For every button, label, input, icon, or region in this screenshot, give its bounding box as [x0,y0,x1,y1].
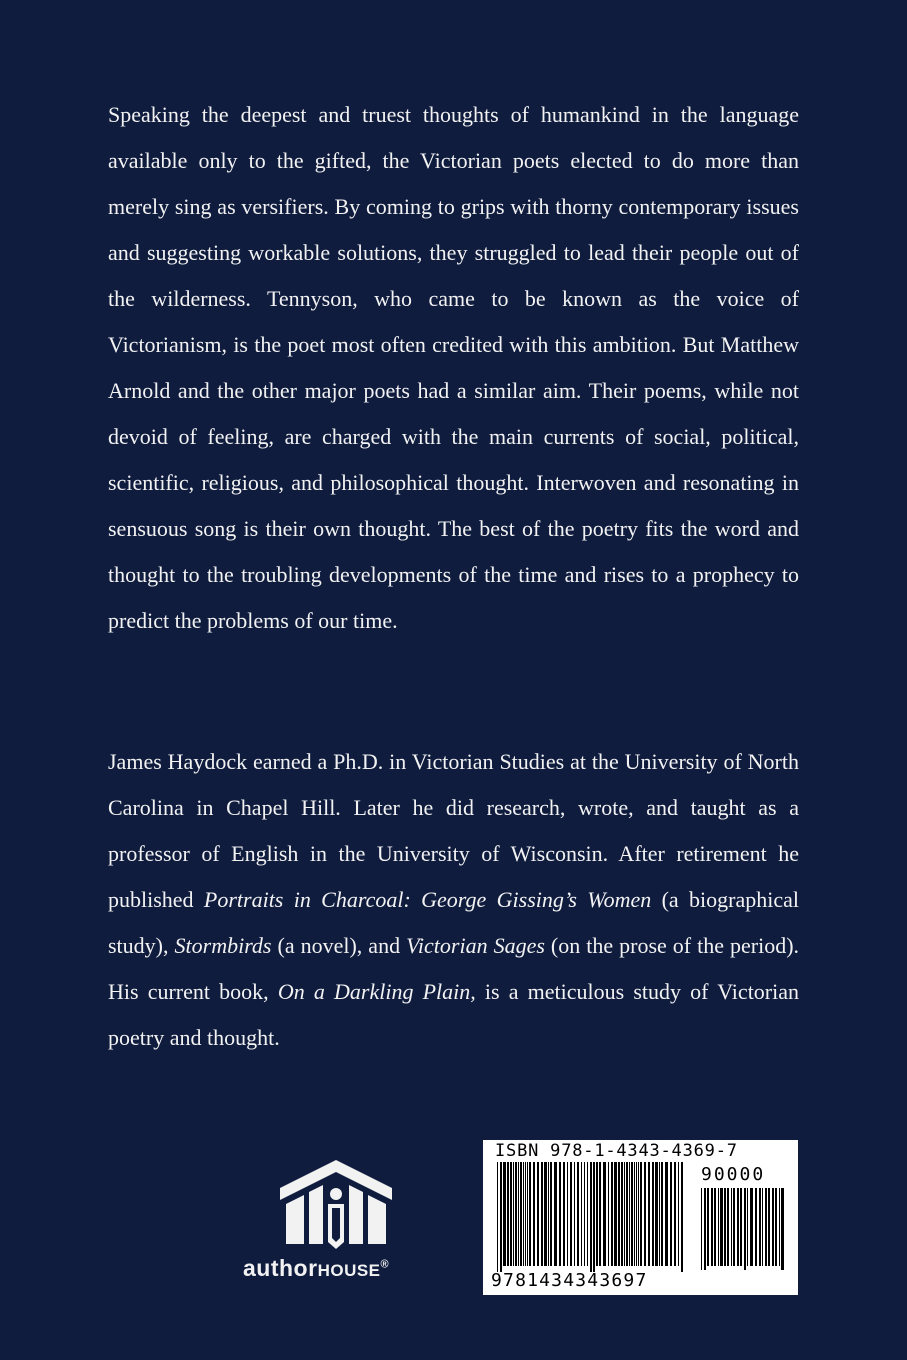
barcode-bar [520,1162,522,1266]
barcode-bar [652,1162,654,1266]
barcode-bar [567,1162,568,1266]
barcode-bar [655,1162,658,1266]
back-cover-blurb: Speaking the deepest and truest thoughts of humankind in the language available only to the gifted, the Victorian poets elected to do more than merely sing as versifiers. By coming to grips with thorny contemporary issues and suggesting workable solutions, they struggled to lead their people out of the wilderness. Tennyson, who came to be known as the voice of Victorianism, is the poet most often credited with this ambition. But Matthew Arnold and the other major poets had a similar aim. Their poems, while not devoid of feeling, are charged with the main currents of social, political, scientific, religious, and philosophical thought. Interwoven and resonating in sensuous song is their own thought. The best of the poetry fits the word and thought to the troubling developments of the time and rises to a prophecy to predict the problems of our time. [108,102,799,633]
barcode-bar [541,1162,543,1266]
barcode-bar [759,1188,761,1266]
book-title: Victorian Sages [406,933,545,958]
ean13-bars [497,1162,687,1272]
barcode-bar [584,1162,585,1266]
barcode-bar [544,1162,547,1266]
barcode-bar [747,1188,748,1266]
barcode-bar [701,1188,702,1270]
author-bio [108,739,799,1061]
barcode-bar [515,1162,517,1266]
barcode-bar [707,1188,709,1266]
barcode-bar [587,1162,588,1266]
barcode-bar [629,1162,630,1266]
bio-text: (a novel), and [271,933,407,958]
barcode-bar [750,1188,753,1266]
barcode-bar [765,1188,767,1266]
ean-digits: 9781434343697 [491,1270,648,1291]
barcode-bar [563,1162,565,1266]
isbn-barcode [483,1140,798,1295]
barcode-bar [714,1188,716,1266]
barcode-bar [618,1162,620,1266]
book-title: Stormbirds [174,933,272,958]
barcode-bar [661,1162,663,1266]
barcode-bar [596,1162,598,1266]
bio-text: is a meticulous study of Victorian poetry and thought. [108,979,800,1050]
barcode-bar [659,1162,660,1266]
barcode-bar [603,1162,606,1266]
barcode-bar [507,1162,509,1266]
barcode-bar [681,1162,683,1272]
barcode-bar [590,1162,592,1272]
barcode-bar [731,1188,732,1266]
barcode-bar [779,1188,780,1266]
barcode-bar [772,1188,774,1266]
addon-bars [701,1188,787,1272]
bio-text: (on the prose of the period). His current book, [108,933,800,1004]
book-title: Portraits in Charcoal: George Gissing’s Women [203,887,652,912]
barcode-bar [574,1162,575,1266]
bio-text: James Haydock earned a Ph.D. in Victorian Studies at the University of North Carolina in Chapel Hill. Later he did research, wrote, and taught as a professor of English in the University of Wisconsin. After retirement he published [108,749,799,912]
barcode-bar [644,1162,646,1266]
book-title: On a Darkling Plain, [277,979,476,1004]
barcode-bar [678,1162,679,1266]
barcode-bar [718,1188,719,1266]
barcode-bar [737,1188,739,1266]
barcode-bar [720,1188,723,1266]
barcode-bar [724,1188,726,1266]
barcode-bar [762,1188,763,1266]
barcode-bar [593,1162,595,1272]
barcode-bar [599,1162,601,1266]
barcode-bar [727,1188,729,1266]
barcode-bar [527,1162,528,1266]
barcode-bar [740,1188,742,1266]
barcode-bar [768,1188,770,1266]
barcode-bar [497,1162,498,1272]
barcode-bar [559,1162,561,1266]
barcode-bar [665,1162,668,1266]
barcode-bar [611,1162,613,1266]
publisher-logo [243,1155,438,1285]
barcode-bar [640,1162,642,1266]
barcode-bar [614,1162,617,1266]
barcode-bar [648,1162,650,1266]
isbn-label: ISBN 978-1-4343-4369-7 [495,1141,738,1161]
barcode-bar [518,1162,519,1266]
publisher-name: authorHOUSE® [243,1255,390,1281]
barcode-bar [670,1162,672,1266]
barcode-bar [548,1162,549,1266]
barcode-bar [744,1188,746,1270]
barcode-bar [711,1188,713,1266]
barcode-bar [523,1162,524,1266]
barcode-bar [733,1188,735,1266]
barcode-bar [500,1162,502,1272]
barcode-bar [533,1162,535,1266]
barcode-bar [503,1162,506,1266]
barcode-bar [513,1162,514,1266]
barcode-bar [781,1188,784,1270]
barcode-bar [577,1162,579,1266]
barcode-bar [636,1162,637,1266]
barcode-bar [624,1162,625,1266]
barcode-bar [631,1162,633,1266]
barcode-bar [529,1162,531,1266]
barcode-bar [704,1188,706,1270]
authorhouse-logo-icon [276,1158,396,1250]
barcode-bar [626,1162,628,1266]
barcode-bar [608,1162,609,1266]
barcode-bar [621,1162,623,1266]
barcode-bar [554,1162,557,1266]
barcode-bar [581,1162,582,1266]
barcode-bar [634,1162,635,1266]
price-code: 90000 [701,1164,766,1185]
barcode-bar [537,1162,539,1266]
barcode-bar [525,1162,526,1266]
barcode-bar [755,1188,757,1266]
barcode-bar [638,1162,639,1266]
bio-text: (a biographical study), [108,887,799,958]
barcode-bar [775,1188,777,1266]
barcode-bar [550,1162,552,1266]
barcode-bar [674,1162,676,1266]
barcode-bar [570,1162,572,1266]
barcode-bar [510,1162,512,1266]
